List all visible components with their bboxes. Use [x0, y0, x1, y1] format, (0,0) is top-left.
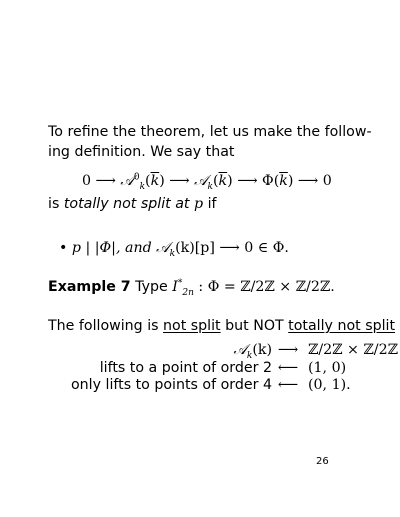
seq-kbar-2: $\overline{k}$ [218, 173, 228, 189]
table-row-1-right: ℤ/2ℤ × ℤ/2ℤ [308, 342, 398, 358]
seq-A0: 𝒜 [120, 173, 134, 189]
seq-A-sub: k [207, 181, 213, 192]
bullet-line [59, 240, 289, 257]
seq-arrow-1: ⟶ [95, 173, 116, 189]
table-row-2-arrow: ⟵ [277, 360, 299, 376]
bullet-marker: • [59, 240, 68, 256]
bullet-condition-c: (k)[p] ⟶ 0 ∈ Φ. [175, 240, 289, 256]
table-row-3-left: only lifts to points of order 4 [70, 377, 272, 393]
page-number: 26 [316, 456, 329, 467]
seq-arrow-4: ⟶ [297, 173, 319, 189]
definition-term: totally not split at [63, 196, 190, 212]
exact-sequence: 0 ⟶ $𝒜^0_k(\overline{k})$ ⟶ $𝒜_k(\overline{k})$ ⟶ $\Phi(\overline{k})$ ⟶ 0 [82, 172, 332, 192]
seq-kbar-1: $\overline{k}$ [150, 173, 160, 189]
table-row-3-right: (0, 1). [308, 377, 351, 393]
seq-zero-left: 0 [82, 173, 92, 189]
bullet-condition-a: p | |Φ|, and [71, 240, 157, 256]
example-line [48, 279, 335, 296]
intro-line-2: ing definition. We say that [48, 144, 235, 160]
definition-p: p [194, 196, 204, 212]
statement-totally-not-split: totally not split [288, 318, 396, 334]
example-label: Example 7 [48, 279, 131, 295]
table-row-1-left: 𝒜$_k$(k) [233, 342, 272, 361]
example-I-sup: * [177, 278, 183, 289]
seq-arrow-2: ⟶ [169, 173, 190, 189]
definition-prefix: is [48, 196, 64, 212]
example-I-sub: 2n [182, 287, 194, 298]
example-type-word: Type [135, 279, 173, 295]
definition-suffix: if [203, 196, 217, 212]
definition-line [48, 196, 217, 213]
bullet-condition-b: 𝒜 [156, 240, 170, 256]
intro-line-1: To refine the theorem, let us make the follow- [48, 124, 372, 140]
seq-A: 𝒜 [194, 173, 208, 189]
statement-not-split: not split [163, 318, 221, 334]
example-I: I [172, 279, 178, 295]
statement-middle: but NOT [220, 318, 289, 334]
table-row-3-arrow: ⟵ [277, 377, 299, 393]
bullet-condition-b-sub: k [169, 248, 176, 259]
seq-zero-right: 0 [322, 173, 332, 189]
seq-arrow-3: ⟶ [237, 173, 258, 189]
example-rest: : Φ = ℤ/2ℤ × ℤ/2ℤ. [193, 279, 335, 295]
seq-kbar-3: $\overline{k}$ [279, 173, 288, 189]
table-row-2-right: (1, 0) [308, 360, 347, 376]
table-row-1-arrow: ⟶ [277, 342, 299, 358]
table-row-2-left: lifts to a point of order 2 [99, 360, 272, 376]
seq-phi: Φ [262, 173, 274, 189]
seq-A0-sub: k [139, 181, 146, 192]
statement-prefix: The following is [48, 318, 164, 334]
seq-A0-sup: 0 [133, 172, 140, 183]
statement-line [48, 318, 395, 335]
